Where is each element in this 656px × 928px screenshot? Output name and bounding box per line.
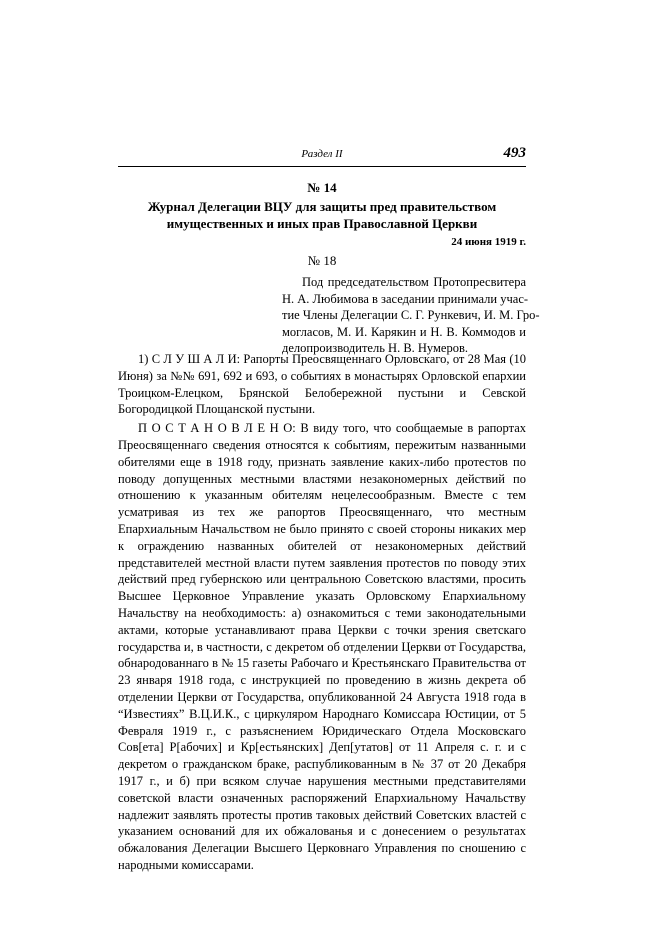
document-title: Журнал Делегации ВЦУ для защиты пред правительством имущественных и иных прав Православной Церкви <box>147 199 497 231</box>
page-number: 493 <box>503 145 526 161</box>
preamble-line: тие Члены Делегации С. Г. Рункевич, И. М. Гро- <box>282 308 540 322</box>
preamble-line: делопроизводитель Н. В. Нумеров. <box>282 341 469 355</box>
document-number: № 14 <box>307 180 337 195</box>
header-rule <box>118 166 526 167</box>
preamble-line: Под председательством Протопресвитера <box>302 275 526 289</box>
heard-paragraph <box>118 351 526 418</box>
preamble-line: Н. А. Любимова в заседании принимали учас- <box>282 291 529 306</box>
section-label: Раздел II <box>301 148 343 160</box>
preamble <box>282 274 540 357</box>
heard-text: Рапорты Преосвященнаго Орловскаго, от 28 Мая (10 Июня) за №№ 691, 692 и 693, о событиях в монастырях Орловской епархии Троицком-Елецком, Брянской Белобережной пустыни и Севской Богородицкой Площанской пустыни. <box>118 352 526 417</box>
running-header <box>118 145 526 168</box>
document-date: 24 июня 1919 г. <box>451 236 526 248</box>
preamble-line: могласов, М. И. Карякин и Н. В. Коммодов и <box>282 324 526 339</box>
heard-label: 1) С Л У Ш А Л И: <box>138 352 241 366</box>
resolved-label: П О С Т А Н О В Л Е Н О: <box>138 421 296 436</box>
resolved-text: В виду того, что сообщаемые в рапортах Преосвященнаго сведения относятся к событиям, пережитым названными обителями еще в 1918 году, признать заявление каких-либо протестов по поводу допущенных местными властями незакономерных действий по отношению к указанным обителям нецелесообразным. Вместе с тем усматривая из тех же рапортов Преосвященнаго, что местным Епархиальным Начальством не было принято с своей стороны никаких мер к ограждению названных обителей от незакономерных действий представителей местной власти путем заявления протестов по поводу этих действий пред губернскою или центральною Советскою властями, просить Высшее Церковное Управление указать Орловскому Епархиальному Начальству на необходимость: а) ознакомиться с теми законодательными актами, которые устанавливают права Церкви с точки зрения светскаго государства и, в частности, с декретом об отделении Церкви от Государства, обнародованнаго в № 15 газеты Рабочаго и Крестьянскаго Правительства от 23 января 1918 года, с инструкцией по проведению в жизнь декрета об отделении Церкви от Государства, опубликованной 24 Августа 1918 года в “Известиях” В.Ц.И.К., с циркуляром Народнаго Комиссара Юстиции, от 5 Февраля 1919 г., с разъяснением Юридическаго Отдела Московскаго Сов[ета] Р[абочих] и Кр[естьянских] Деп[утатов] от 11 Апреля с. г. и с декретом о гражданском браке, распубликованным в № 37 от 20 Декабря 1917 г., и б) при всяком случае нарушения местными представителями советской власти означенных распоряжений Епархиальному Начальству надлежит заявлять протесты против таковых действий Советских властей с указанием оснований для их обжалованья и с донесением о результатах обжалования Делегации Высшего Церковнаго Управления по сношению с народными комиссарами. <box>118 421 527 872</box>
journal-number: № 18 <box>307 253 337 268</box>
document-body <box>118 351 526 876</box>
resolved-paragraph <box>118 420 526 874</box>
